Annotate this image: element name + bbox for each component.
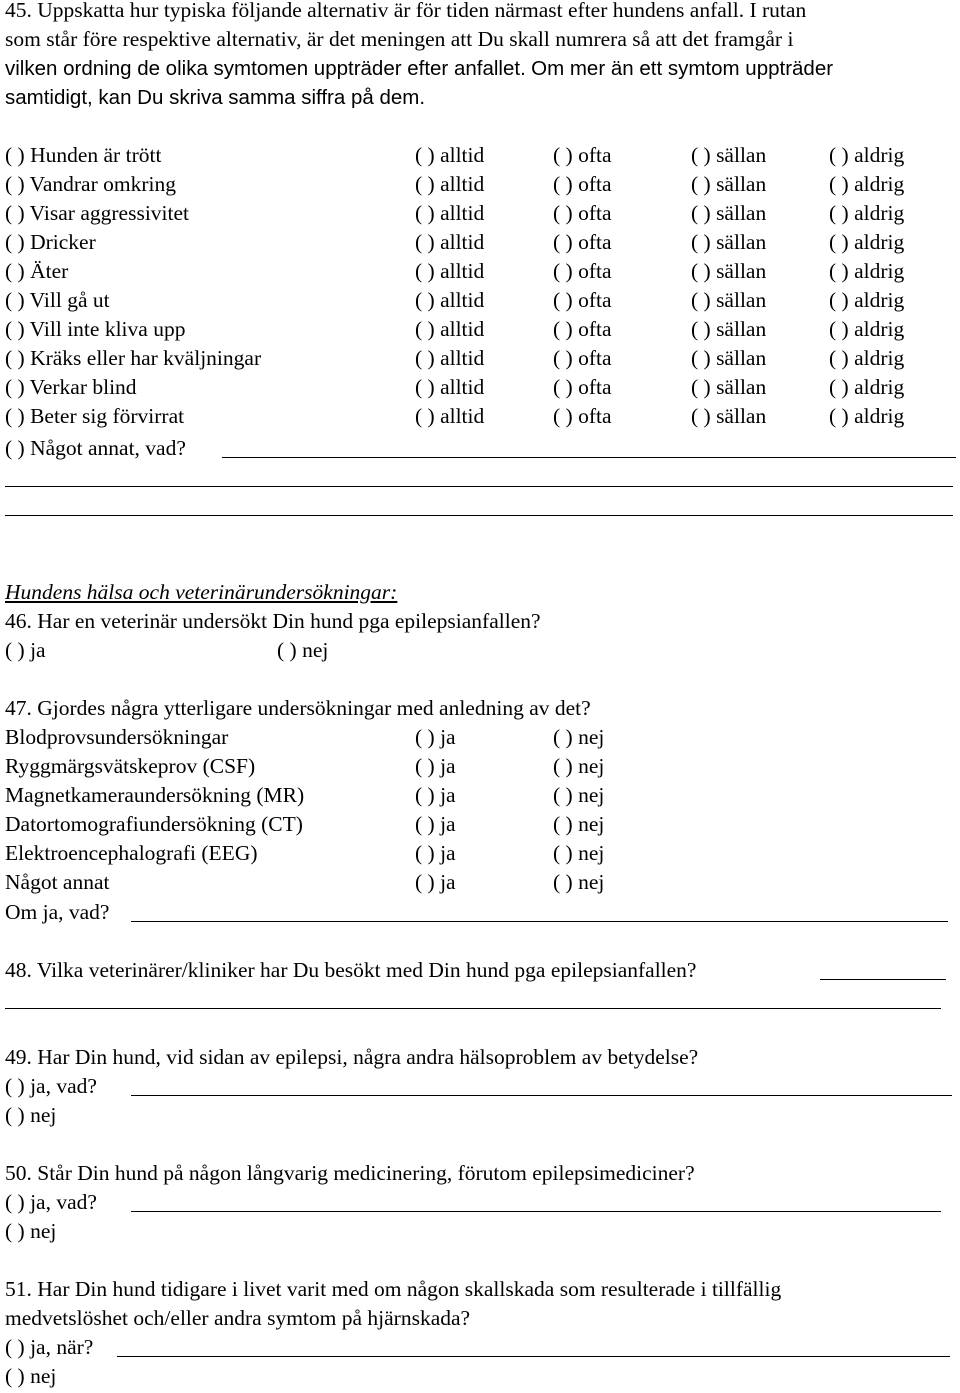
q46-yes-option[interactable]: ( ) ja: [5, 638, 46, 662]
q45-option-aldrig[interactable]: ( ) aldrig: [829, 259, 905, 283]
q47-exam-label: Blodprovsundersökningar: [5, 725, 229, 749]
q45-option-alltid[interactable]: ( ) alltid: [415, 404, 485, 428]
q45-option-alltid[interactable]: ( ) alltid: [415, 143, 485, 167]
q51-yes-option[interactable]: ( ) ja, när?: [5, 1335, 94, 1359]
q47-yes-option[interactable]: ( ) ja: [415, 754, 456, 778]
q47-no-option[interactable]: ( ) nej: [553, 812, 605, 836]
q45-option-sallan[interactable]: ( ) sällan: [691, 230, 767, 254]
q49-question: 49. Har Din hund, vid sidan av epilepsi, några andra hälsoproblem av betydelse?: [5, 1045, 699, 1069]
q46-question: 46. Har en veterinär undersökt Din hund pga epilepsianfallen?: [5, 609, 541, 633]
q46-no-option[interactable]: ( ) nej: [277, 638, 329, 662]
q47-yes-option[interactable]: ( ) ja: [415, 725, 456, 749]
q45-option-ofta[interactable]: ( ) ofta: [553, 201, 612, 225]
q45-option-sallan[interactable]: ( ) sällan: [691, 346, 767, 370]
q45-symptom-label[interactable]: ( ) Beter sig förvirrat: [5, 404, 185, 428]
q45-option-alltid[interactable]: ( ) alltid: [415, 346, 485, 370]
q45-other-answer-line-3[interactable]: [5, 515, 953, 516]
q48-answer-line[interactable]: [820, 979, 946, 980]
section-heading: Hundens hälsa och veterinärundersökningar:: [5, 580, 398, 604]
q50-yes-option[interactable]: ( ) ja, vad?: [5, 1190, 97, 1214]
q45-option-sallan[interactable]: ( ) sällan: [691, 317, 767, 341]
q48-answer-line-2[interactable]: [5, 1008, 941, 1009]
q45-option-alltid[interactable]: ( ) alltid: [415, 172, 485, 196]
q45-symptom-label[interactable]: ( ) Dricker: [5, 230, 96, 254]
q47-no-option[interactable]: ( ) nej: [553, 783, 605, 807]
q45-option-ofta[interactable]: ( ) ofta: [553, 404, 612, 428]
q47-exam-label: Elektroencephalografi (EEG): [5, 841, 258, 865]
q45-option-sallan[interactable]: ( ) sällan: [691, 143, 767, 167]
q45-option-alltid[interactable]: ( ) alltid: [415, 230, 485, 254]
q45-symptom-label[interactable]: ( ) Äter: [5, 259, 69, 283]
q47-exam-label: Magnetkameraundersökning (MR): [5, 783, 305, 807]
q45-option-aldrig[interactable]: ( ) aldrig: [829, 404, 905, 428]
q45-option-alltid[interactable]: ( ) alltid: [415, 317, 485, 341]
q45-option-aldrig[interactable]: ( ) aldrig: [829, 172, 905, 196]
q45-option-ofta[interactable]: ( ) ofta: [553, 259, 612, 283]
q45-option-aldrig[interactable]: ( ) aldrig: [829, 230, 905, 254]
q45-option-alltid[interactable]: ( ) alltid: [415, 288, 485, 312]
q47-yes-option[interactable]: ( ) ja: [415, 783, 456, 807]
q45-option-alltid[interactable]: ( ) alltid: [415, 259, 485, 283]
q48-question: 48. Vilka veterinärer/kliniker har Du besökt med Din hund pga epilepsianfallen?: [5, 958, 697, 982]
q45-option-sallan[interactable]: ( ) sällan: [691, 288, 767, 312]
q45-option-aldrig[interactable]: ( ) aldrig: [829, 346, 905, 370]
q45-option-sallan[interactable]: ( ) sällan: [691, 375, 767, 399]
q45-option-aldrig[interactable]: ( ) aldrig: [829, 375, 905, 399]
q47-yes-option[interactable]: ( ) ja: [415, 870, 456, 894]
q51-question-line-2: medvetslöshet och/eller andra symtom på hjärnskada?: [5, 1306, 471, 1330]
q45-option-ofta[interactable]: ( ) ofta: [553, 375, 612, 399]
q45-symptom-label[interactable]: ( ) Hunden är trött: [5, 143, 162, 167]
q45-option-alltid[interactable]: ( ) alltid: [415, 375, 485, 399]
q50-no-option[interactable]: ( ) nej: [5, 1219, 57, 1243]
q47-no-option[interactable]: ( ) nej: [553, 870, 605, 894]
q49-answer-line[interactable]: [131, 1095, 952, 1096]
q47-no-option[interactable]: ( ) nej: [553, 725, 605, 749]
q45-other-answer-line-2[interactable]: [5, 486, 953, 487]
q45-option-sallan[interactable]: ( ) sällan: [691, 259, 767, 283]
q45-text-line-1: 45. Uppskatta hur typiska följande alternativ är för tiden närmast efter hundens anfall. I rutan: [5, 0, 807, 22]
q45-option-sallan[interactable]: ( ) sällan: [691, 201, 767, 225]
q45-option-ofta[interactable]: ( ) ofta: [553, 143, 612, 167]
q47-exam-label: Datortomografiundersökning (CT): [5, 812, 303, 836]
q45-option-ofta[interactable]: ( ) ofta: [553, 317, 612, 341]
q50-question: 50. Står Din hund på någon långvarig medicinering, förutom epilepsimediciner?: [5, 1161, 695, 1185]
q45-symptom-label[interactable]: ( ) Vill inte kliva upp: [5, 317, 186, 341]
q45-symptom-label[interactable]: ( ) Kräks eller har kväljningar: [5, 346, 262, 370]
q45-option-ofta[interactable]: ( ) ofta: [553, 172, 612, 196]
q45-text-line-3a: vilken ordning de olika symtomen uppträder efter anfallet.: [5, 57, 526, 80]
q47-exam-label: Ryggmärgsvätskeprov (CSF): [5, 754, 256, 778]
q45-symptom-label[interactable]: ( ) Vandrar omkring: [5, 172, 176, 196]
q47-yes-option[interactable]: ( ) ja: [415, 812, 456, 836]
q45-option-aldrig[interactable]: ( ) aldrig: [829, 317, 905, 341]
q49-yes-option[interactable]: ( ) ja, vad?: [5, 1074, 97, 1098]
q45-text-line-3: [5, 54, 833, 83]
q45-symptom-label[interactable]: ( ) Verkar blind: [5, 375, 137, 399]
q45-option-alltid[interactable]: ( ) alltid: [415, 201, 485, 225]
q45-option-ofta[interactable]: ( ) ofta: [553, 346, 612, 370]
q45-option-sallan[interactable]: ( ) sällan: [691, 172, 767, 196]
q51-question-line-1: 51. Har Din hund tidigare i livet varit med om någon skallskada som resulterade i tillfällig: [5, 1277, 782, 1301]
q47-no-option[interactable]: ( ) nej: [553, 754, 605, 778]
q45-option-aldrig[interactable]: ( ) aldrig: [829, 201, 905, 225]
q45-other-answer-line[interactable]: [222, 457, 956, 458]
q45-text-line-2: som står före respektive alternativ, är det meningen att Du skall numrera så att det framgår i: [5, 27, 794, 51]
q45-other-label: ( ) Något annat, vad?: [5, 436, 186, 460]
q47-followup-label: Om ja, vad?: [5, 900, 110, 924]
q45-symptom-label[interactable]: ( ) Visar aggressivitet: [5, 201, 189, 225]
q45-option-aldrig[interactable]: ( ) aldrig: [829, 143, 905, 167]
q51-no-option[interactable]: ( ) nej: [5, 1364, 57, 1388]
q45-symptom-label[interactable]: ( ) Vill gå ut: [5, 288, 110, 312]
q47-yes-option[interactable]: ( ) ja: [415, 841, 456, 865]
q45-option-ofta[interactable]: ( ) ofta: [553, 288, 612, 312]
q49-no-option[interactable]: ( ) nej: [5, 1103, 57, 1127]
q47-followup-answer-line[interactable]: [131, 921, 948, 922]
q45-option-aldrig[interactable]: ( ) aldrig: [829, 288, 905, 312]
q47-exam-label: Något annat: [5, 870, 110, 894]
q45-option-ofta[interactable]: ( ) ofta: [553, 230, 612, 254]
q50-answer-line[interactable]: [131, 1211, 941, 1212]
q45-text-line-3b: Om mer än ett symtom uppträder: [531, 57, 834, 80]
q47-no-option[interactable]: ( ) nej: [553, 841, 605, 865]
q45-text-line-4: samtidigt, kan Du skriva samma siffra på dem.: [5, 86, 426, 109]
q51-answer-line[interactable]: [117, 1356, 950, 1357]
q47-question: 47. Gjordes några ytterligare undersökningar med anledning av det?: [5, 696, 591, 720]
q45-option-sallan[interactable]: ( ) sällan: [691, 404, 767, 428]
